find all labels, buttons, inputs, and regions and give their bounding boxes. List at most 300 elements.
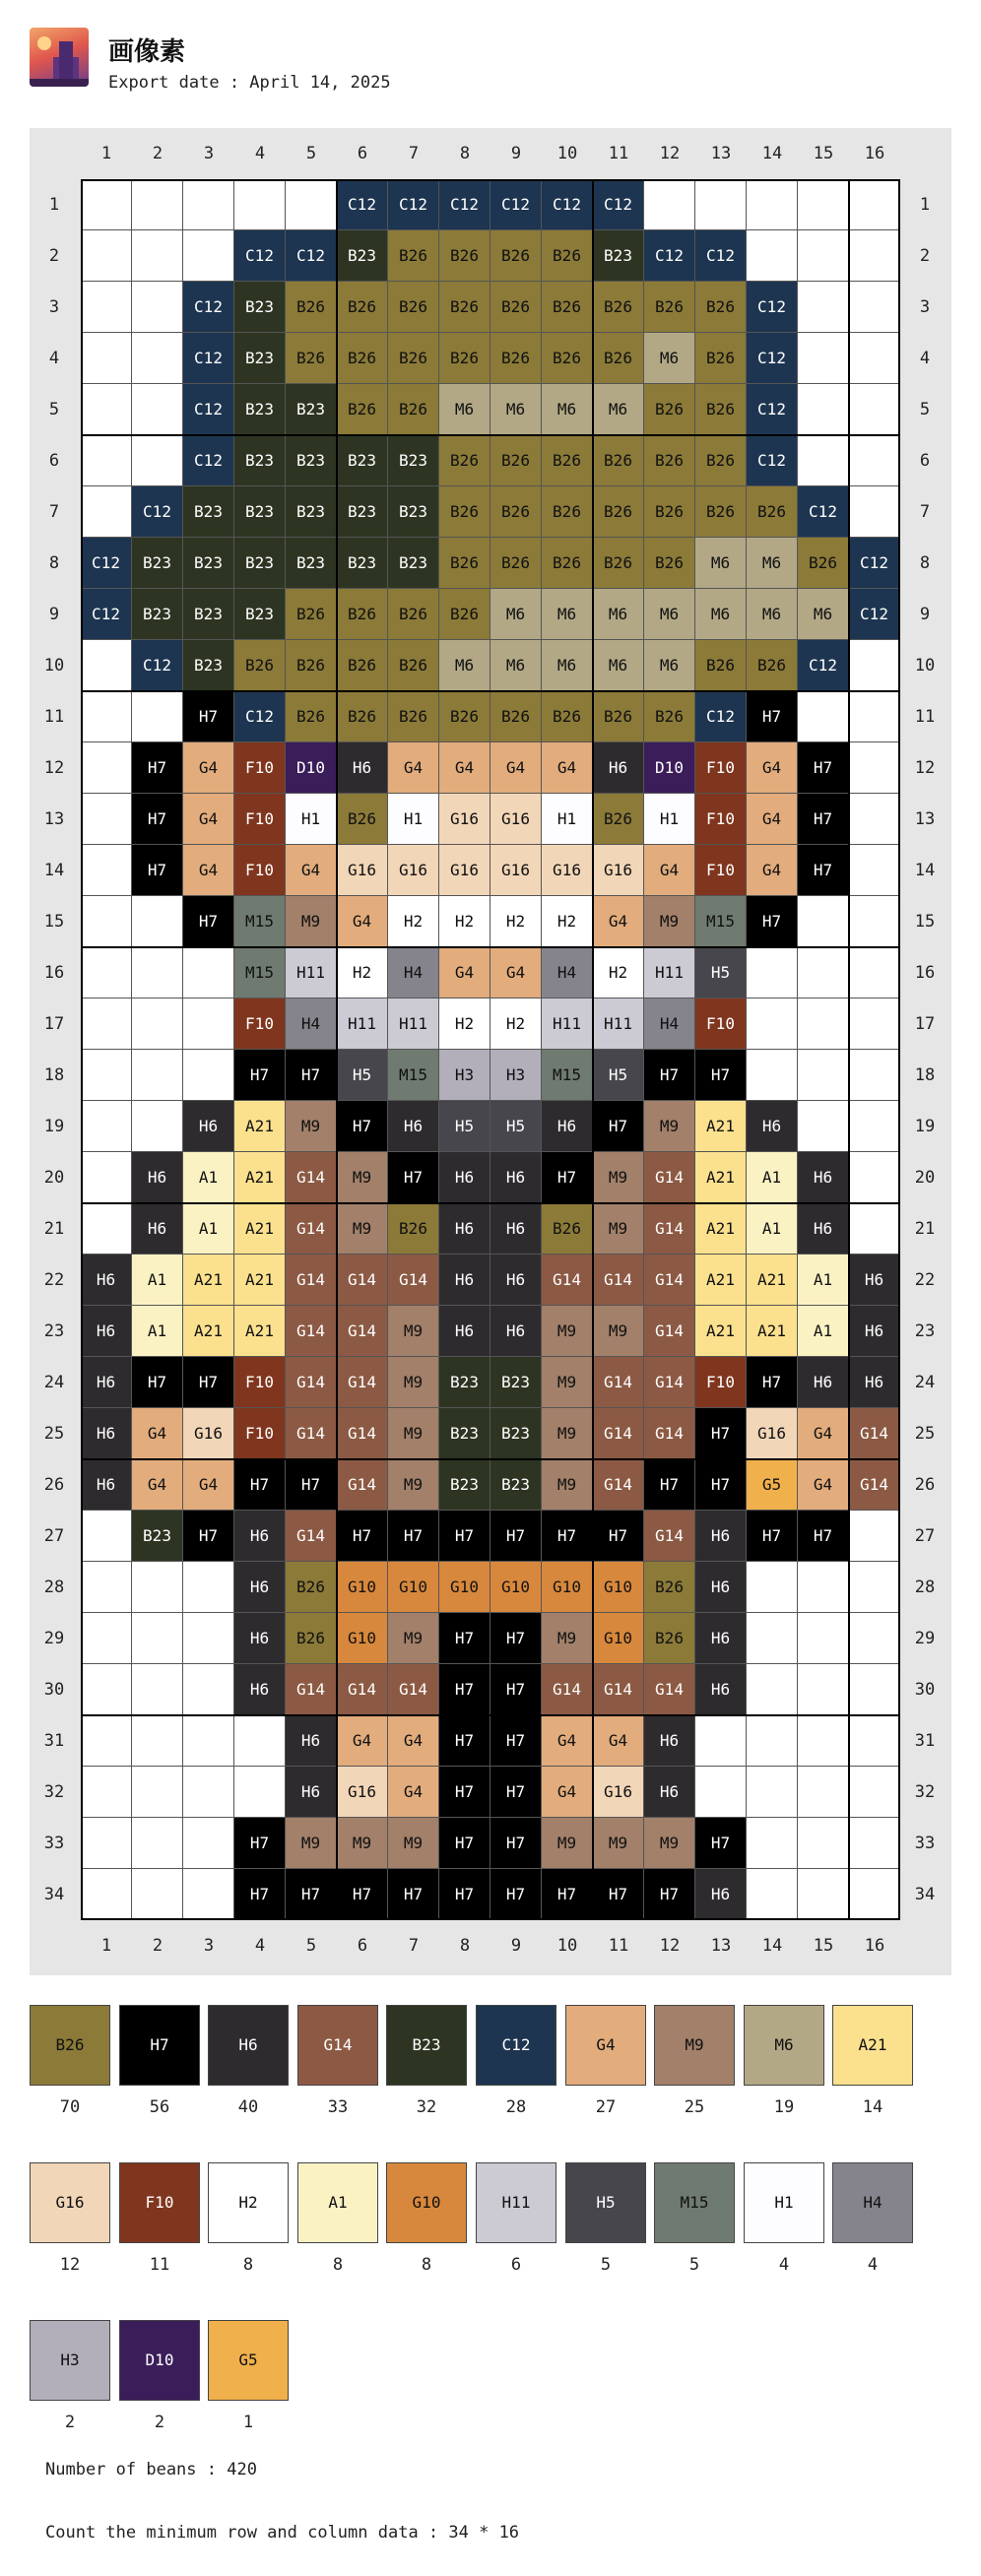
row-label: 17 <box>914 1014 936 1034</box>
bead-cell: B26 <box>286 691 337 742</box>
empty-cell <box>81 640 132 691</box>
bead-cell: H6 <box>490 1306 542 1357</box>
palette-count: 2 <box>154 2413 165 2432</box>
column-label: 12 <box>659 1936 681 1956</box>
empty-cell <box>81 179 132 230</box>
empty-cell <box>695 1715 747 1767</box>
bead-cell: B23 <box>286 486 337 538</box>
empty-cell <box>747 947 798 998</box>
bead-cell: G4 <box>644 845 695 896</box>
row-label: 12 <box>914 758 936 778</box>
empty-cell <box>849 691 900 742</box>
empty-cell <box>798 1613 849 1664</box>
bead-cell: H6 <box>388 1101 439 1152</box>
row-label: 30 <box>914 1680 936 1700</box>
row-label: 32 <box>914 1782 936 1802</box>
bead-cell: H6 <box>234 1664 286 1715</box>
bead-cell: B23 <box>234 486 286 538</box>
empty-cell <box>183 947 234 998</box>
bead-cell: B26 <box>593 282 644 333</box>
bead-cell: C12 <box>132 486 183 538</box>
row-label: 5 <box>48 400 60 419</box>
bead-cell: C12 <box>286 230 337 282</box>
empty-cell <box>81 1511 132 1562</box>
bead-cell: H7 <box>542 1511 593 1562</box>
bead-cell: B26 <box>388 1203 439 1255</box>
bead-cell: G10 <box>542 1562 593 1613</box>
bead-cell: M9 <box>593 1306 644 1357</box>
bead-cell: M9 <box>644 896 695 947</box>
empty-cell <box>849 1562 900 1613</box>
row-label: 10 <box>914 656 936 676</box>
bead-cell: B23 <box>234 435 286 486</box>
empty-cell <box>132 947 183 998</box>
bead-cell: H4 <box>388 947 439 998</box>
bead-cell: M15 <box>234 896 286 947</box>
bead-cell: B26 <box>490 282 542 333</box>
empty-cell <box>849 1715 900 1767</box>
bead-cell: B23 <box>337 486 388 538</box>
empty-cell <box>132 179 183 230</box>
column-label: 16 <box>864 144 885 163</box>
bead-cell: H7 <box>593 1511 644 1562</box>
palette-count: 27 <box>595 2097 617 2117</box>
bead-cell: C12 <box>747 435 798 486</box>
bead-cell: B26 <box>439 230 490 282</box>
bead-cell: G14 <box>593 1357 644 1408</box>
row-label: 7 <box>919 502 931 522</box>
row-label: 6 <box>919 451 931 471</box>
bead-cell: B23 <box>337 538 388 589</box>
bead-cell: A1 <box>183 1152 234 1203</box>
bead-cell: G4 <box>337 896 388 947</box>
bead-cell: C12 <box>337 179 388 230</box>
bead-cell: H6 <box>490 1203 542 1255</box>
column-label: 1 <box>100 144 112 163</box>
bead-cell: M9 <box>542 1357 593 1408</box>
bead-cell: H2 <box>388 896 439 947</box>
empty-cell <box>81 794 132 845</box>
row-label: 9 <box>48 605 60 624</box>
bead-cell: G16 <box>490 845 542 896</box>
row-label: 31 <box>43 1731 65 1751</box>
bead-cell: M6 <box>593 384 644 435</box>
empty-cell <box>183 1050 234 1101</box>
bead-cell: H6 <box>849 1357 900 1408</box>
bead-cell: H6 <box>234 1613 286 1664</box>
bead-cell: H2 <box>490 896 542 947</box>
bead-cell: H7 <box>439 1767 490 1818</box>
bead-cell: H6 <box>593 742 644 794</box>
bead-cell: H7 <box>747 896 798 947</box>
bead-cell: M9 <box>593 1152 644 1203</box>
palette-swatch: H5 <box>565 2162 646 2243</box>
bead-cell: B23 <box>439 1408 490 1459</box>
column-label: 7 <box>408 144 420 163</box>
bead-cell: M6 <box>439 384 490 435</box>
bead-cell: M9 <box>286 1101 337 1152</box>
row-label: 3 <box>919 297 931 317</box>
empty-cell <box>81 1869 132 1920</box>
bead-cell: M9 <box>542 1408 593 1459</box>
bead-cell: M15 <box>695 896 747 947</box>
empty-cell <box>132 1869 183 1920</box>
bead-cell: H7 <box>490 1613 542 1664</box>
column-label: 14 <box>761 1936 783 1956</box>
bead-cell: H3 <box>490 1050 542 1101</box>
bead-cell: H6 <box>644 1715 695 1767</box>
palette-count: 56 <box>149 2097 170 2117</box>
palette-count: 28 <box>505 2097 527 2117</box>
bead-cell: G10 <box>337 1613 388 1664</box>
bead-cell: G14 <box>337 1459 388 1511</box>
bead-cell: H2 <box>337 947 388 998</box>
palette-count: 8 <box>242 2255 254 2275</box>
bead-cell: F10 <box>234 794 286 845</box>
bead-cell: C12 <box>183 435 234 486</box>
bead-cell: B26 <box>490 435 542 486</box>
empty-cell <box>81 230 132 282</box>
column-label: 8 <box>459 1936 471 1956</box>
bead-cell: A1 <box>747 1152 798 1203</box>
bead-cell: A1 <box>798 1306 849 1357</box>
column-label: 2 <box>152 144 164 163</box>
bead-cell: B26 <box>388 691 439 742</box>
bead-cell: H7 <box>490 1767 542 1818</box>
pixel-art-landscape-icon <box>30 28 89 87</box>
bead-cell: B26 <box>439 282 490 333</box>
empty-cell <box>747 230 798 282</box>
empty-cell <box>132 1664 183 1715</box>
bead-cell: C12 <box>81 589 132 640</box>
bead-cell: B26 <box>542 282 593 333</box>
bead-cell: H7 <box>542 1152 593 1203</box>
bead-cell: M6 <box>644 333 695 384</box>
bead-cell: H6 <box>490 1152 542 1203</box>
bead-cell: H6 <box>695 1613 747 1664</box>
bead-cell: B26 <box>542 486 593 538</box>
bead-cell: B26 <box>439 486 490 538</box>
empty-cell <box>849 333 900 384</box>
bead-cell: H4 <box>644 998 695 1050</box>
bead-cell: B26 <box>439 538 490 589</box>
row-label: 22 <box>43 1270 65 1290</box>
column-label: 9 <box>510 1936 522 1956</box>
bead-cell: M9 <box>286 1818 337 1869</box>
bead-cell: C12 <box>644 230 695 282</box>
row-label: 13 <box>914 809 936 829</box>
bead-cell: G4 <box>286 845 337 896</box>
bead-cell: F10 <box>234 742 286 794</box>
bead-cell: M9 <box>337 1152 388 1203</box>
bead-cell: M9 <box>388 1357 439 1408</box>
bead-cell: G14 <box>337 1357 388 1408</box>
palette-count: 4 <box>778 2255 790 2275</box>
palette-swatch: H1 <box>744 2162 824 2243</box>
bead-cell: B26 <box>490 691 542 742</box>
empty-cell <box>81 896 132 947</box>
bead-cell: B26 <box>439 691 490 742</box>
bead-cell: A1 <box>798 1255 849 1306</box>
palette-count: 5 <box>600 2255 612 2275</box>
bead-cell: H7 <box>695 1050 747 1101</box>
row-label: 25 <box>914 1424 936 1444</box>
empty-cell <box>849 742 900 794</box>
bead-cell: C12 <box>747 333 798 384</box>
bead-cell: B23 <box>490 1408 542 1459</box>
bead-cell: H6 <box>234 1511 286 1562</box>
bead-cell: G14 <box>286 1408 337 1459</box>
bead-cell: C12 <box>439 179 490 230</box>
bead-pattern-board <box>30 128 951 1975</box>
bead-cell: M9 <box>644 1101 695 1152</box>
bead-cell: H6 <box>439 1255 490 1306</box>
empty-cell <box>849 845 900 896</box>
bead-cell: B26 <box>695 435 747 486</box>
bead-cell: G14 <box>337 1255 388 1306</box>
empty-cell <box>798 998 849 1050</box>
bead-cell: B23 <box>593 230 644 282</box>
row-label: 26 <box>43 1475 65 1495</box>
bead-cell: H7 <box>234 1050 286 1101</box>
bead-cell: M6 <box>490 384 542 435</box>
bead-cell: A1 <box>132 1306 183 1357</box>
empty-cell <box>849 282 900 333</box>
bead-cell: H7 <box>798 1511 849 1562</box>
empty-cell <box>798 1767 849 1818</box>
bead-cell: H7 <box>490 1511 542 1562</box>
bead-cell: B26 <box>644 1613 695 1664</box>
bead-cell: B23 <box>234 384 286 435</box>
bead-cell: H7 <box>798 845 849 896</box>
bead-cell: H5 <box>593 1050 644 1101</box>
palette-swatch: H11 <box>476 2162 556 2243</box>
bead-cell: A21 <box>695 1101 747 1152</box>
row-label: 30 <box>43 1680 65 1700</box>
bead-cell: H6 <box>439 1203 490 1255</box>
bead-cell: H7 <box>234 1869 286 1920</box>
bead-cell: G14 <box>337 1408 388 1459</box>
bead-cell: A21 <box>747 1306 798 1357</box>
bead-cell: A21 <box>695 1203 747 1255</box>
bead-cell: A21 <box>234 1101 286 1152</box>
bead-cell: G14 <box>593 1664 644 1715</box>
bead-cell: M9 <box>542 1818 593 1869</box>
palette-swatch: B26 <box>30 2005 110 2086</box>
row-label: 11 <box>914 707 936 727</box>
bead-count-text: Number of beans : 420 <box>45 2460 257 2479</box>
bead-cell: B23 <box>234 589 286 640</box>
bead-cell: B23 <box>183 486 234 538</box>
bead-cell: B26 <box>542 691 593 742</box>
bead-cell: M9 <box>388 1306 439 1357</box>
row-label: 12 <box>43 758 65 778</box>
bead-cell: B23 <box>388 538 439 589</box>
empty-cell <box>798 230 849 282</box>
bead-cell: C12 <box>234 230 286 282</box>
bead-cell: H7 <box>337 1511 388 1562</box>
bead-cell: H1 <box>388 794 439 845</box>
bead-cell: B26 <box>490 538 542 589</box>
palette-swatch: H2 <box>208 2162 289 2243</box>
bead-cell: B26 <box>286 1613 337 1664</box>
bead-cell: B26 <box>542 435 593 486</box>
bead-cell: B26 <box>593 794 644 845</box>
row-label: 10 <box>43 656 65 676</box>
row-label: 29 <box>914 1629 936 1648</box>
bead-cell: G14 <box>337 1306 388 1357</box>
bead-cell: M9 <box>388 1459 439 1511</box>
column-label: 8 <box>459 144 471 163</box>
empty-cell <box>849 640 900 691</box>
bead-cell: H7 <box>747 1511 798 1562</box>
row-label: 24 <box>43 1373 65 1392</box>
app-title: 画像素 <box>108 37 186 67</box>
bead-cell: F10 <box>234 998 286 1050</box>
bead-cell: M9 <box>644 1818 695 1869</box>
bead-cell: G10 <box>439 1562 490 1613</box>
column-label: 14 <box>761 144 783 163</box>
bead-cell: A21 <box>183 1255 234 1306</box>
bead-cell: B26 <box>337 333 388 384</box>
empty-cell <box>81 1562 132 1613</box>
bead-cell: H7 <box>183 691 234 742</box>
bead-cell: C12 <box>490 179 542 230</box>
row-label: 19 <box>43 1117 65 1136</box>
empty-cell <box>183 230 234 282</box>
row-label: 1 <box>919 195 931 215</box>
empty-cell <box>849 1511 900 1562</box>
column-label: 9 <box>510 144 522 163</box>
bead-cell: H6 <box>81 1459 132 1511</box>
bead-cell: C12 <box>81 538 132 589</box>
bead-cell: G14 <box>644 1306 695 1357</box>
row-label: 7 <box>48 502 60 522</box>
row-label: 4 <box>48 349 60 368</box>
bead-cell: G4 <box>337 1715 388 1767</box>
row-label: 15 <box>43 912 65 932</box>
column-label: 10 <box>556 1936 578 1956</box>
column-label: 3 <box>203 1936 215 1956</box>
empty-cell <box>747 1050 798 1101</box>
bead-cell: H11 <box>644 947 695 998</box>
row-label: 14 <box>43 861 65 880</box>
bead-cell: B26 <box>490 333 542 384</box>
bead-cell: H7 <box>132 845 183 896</box>
empty-cell <box>849 1203 900 1255</box>
row-label: 16 <box>914 963 936 983</box>
bead-cell: B26 <box>388 384 439 435</box>
empty-cell <box>132 1715 183 1767</box>
bead-cell: G4 <box>183 794 234 845</box>
bead-cell: H6 <box>286 1715 337 1767</box>
row-label: 16 <box>43 963 65 983</box>
empty-cell <box>234 1767 286 1818</box>
empty-cell <box>183 1767 234 1818</box>
bead-cell: B26 <box>593 538 644 589</box>
bead-cell: H6 <box>183 1101 234 1152</box>
bead-cell: G4 <box>490 947 542 998</box>
bead-cell: F10 <box>234 845 286 896</box>
bead-cell: B23 <box>183 538 234 589</box>
bead-cell: B26 <box>490 230 542 282</box>
bead-cell: G14 <box>286 1152 337 1203</box>
empty-cell <box>132 1818 183 1869</box>
empty-cell <box>747 1562 798 1613</box>
bead-cell: H6 <box>849 1255 900 1306</box>
bead-cell: C12 <box>132 640 183 691</box>
palette-swatch: D10 <box>119 2320 200 2401</box>
bead-cell: H7 <box>234 1818 286 1869</box>
bead-cell: F10 <box>695 845 747 896</box>
bead-cell: H7 <box>490 1664 542 1715</box>
bead-cell: H7 <box>337 1101 388 1152</box>
bead-cell: H6 <box>132 1152 183 1203</box>
empty-cell <box>132 896 183 947</box>
empty-cell <box>747 1818 798 1869</box>
bead-cell: B26 <box>542 333 593 384</box>
bead-cell: H11 <box>388 998 439 1050</box>
empty-cell <box>849 1767 900 1818</box>
empty-cell <box>183 179 234 230</box>
palette-swatch: M6 <box>744 2005 824 2086</box>
palette-swatch: H3 <box>30 2320 110 2401</box>
empty-cell <box>81 486 132 538</box>
column-label: 15 <box>813 1936 834 1956</box>
bead-cell: B23 <box>234 538 286 589</box>
palette-count: 12 <box>59 2255 81 2275</box>
empty-cell <box>747 1869 798 1920</box>
bead-cell: G14 <box>286 1255 337 1306</box>
bead-cell: H3 <box>439 1050 490 1101</box>
row-label: 11 <box>43 707 65 727</box>
row-label: 15 <box>914 912 936 932</box>
bead-cell: H6 <box>644 1767 695 1818</box>
bead-cell: C12 <box>388 179 439 230</box>
bead-cell: M6 <box>593 640 644 691</box>
bead-cell: G14 <box>644 1152 695 1203</box>
bead-cell: M6 <box>644 640 695 691</box>
bead-cell: G14 <box>644 1203 695 1255</box>
empty-cell <box>81 691 132 742</box>
bead-cell: H7 <box>439 1869 490 1920</box>
bead-cell: G14 <box>542 1255 593 1306</box>
bead-cell: G14 <box>286 1306 337 1357</box>
bead-cell: H2 <box>439 896 490 947</box>
empty-cell <box>849 1818 900 1869</box>
row-label: 14 <box>914 861 936 880</box>
bead-cell: H7 <box>388 1511 439 1562</box>
column-label: 5 <box>305 144 317 163</box>
bead-cell: H7 <box>388 1152 439 1203</box>
bead-cell: M9 <box>593 1203 644 1255</box>
bead-cell: H6 <box>849 1306 900 1357</box>
row-label: 34 <box>43 1885 65 1904</box>
bead-cell: B26 <box>286 333 337 384</box>
empty-cell <box>849 896 900 947</box>
bead-cell: H6 <box>81 1408 132 1459</box>
empty-cell <box>798 1562 849 1613</box>
palette-swatch: G10 <box>386 2162 467 2243</box>
bead-cell: B26 <box>695 384 747 435</box>
column-label: 6 <box>357 144 368 163</box>
column-label: 15 <box>813 144 834 163</box>
bead-cell: H7 <box>439 1613 490 1664</box>
bead-cell: B26 <box>542 1203 593 1255</box>
bead-cell: B23 <box>234 333 286 384</box>
bead-cell: H7 <box>132 742 183 794</box>
row-label: 1 <box>48 195 60 215</box>
